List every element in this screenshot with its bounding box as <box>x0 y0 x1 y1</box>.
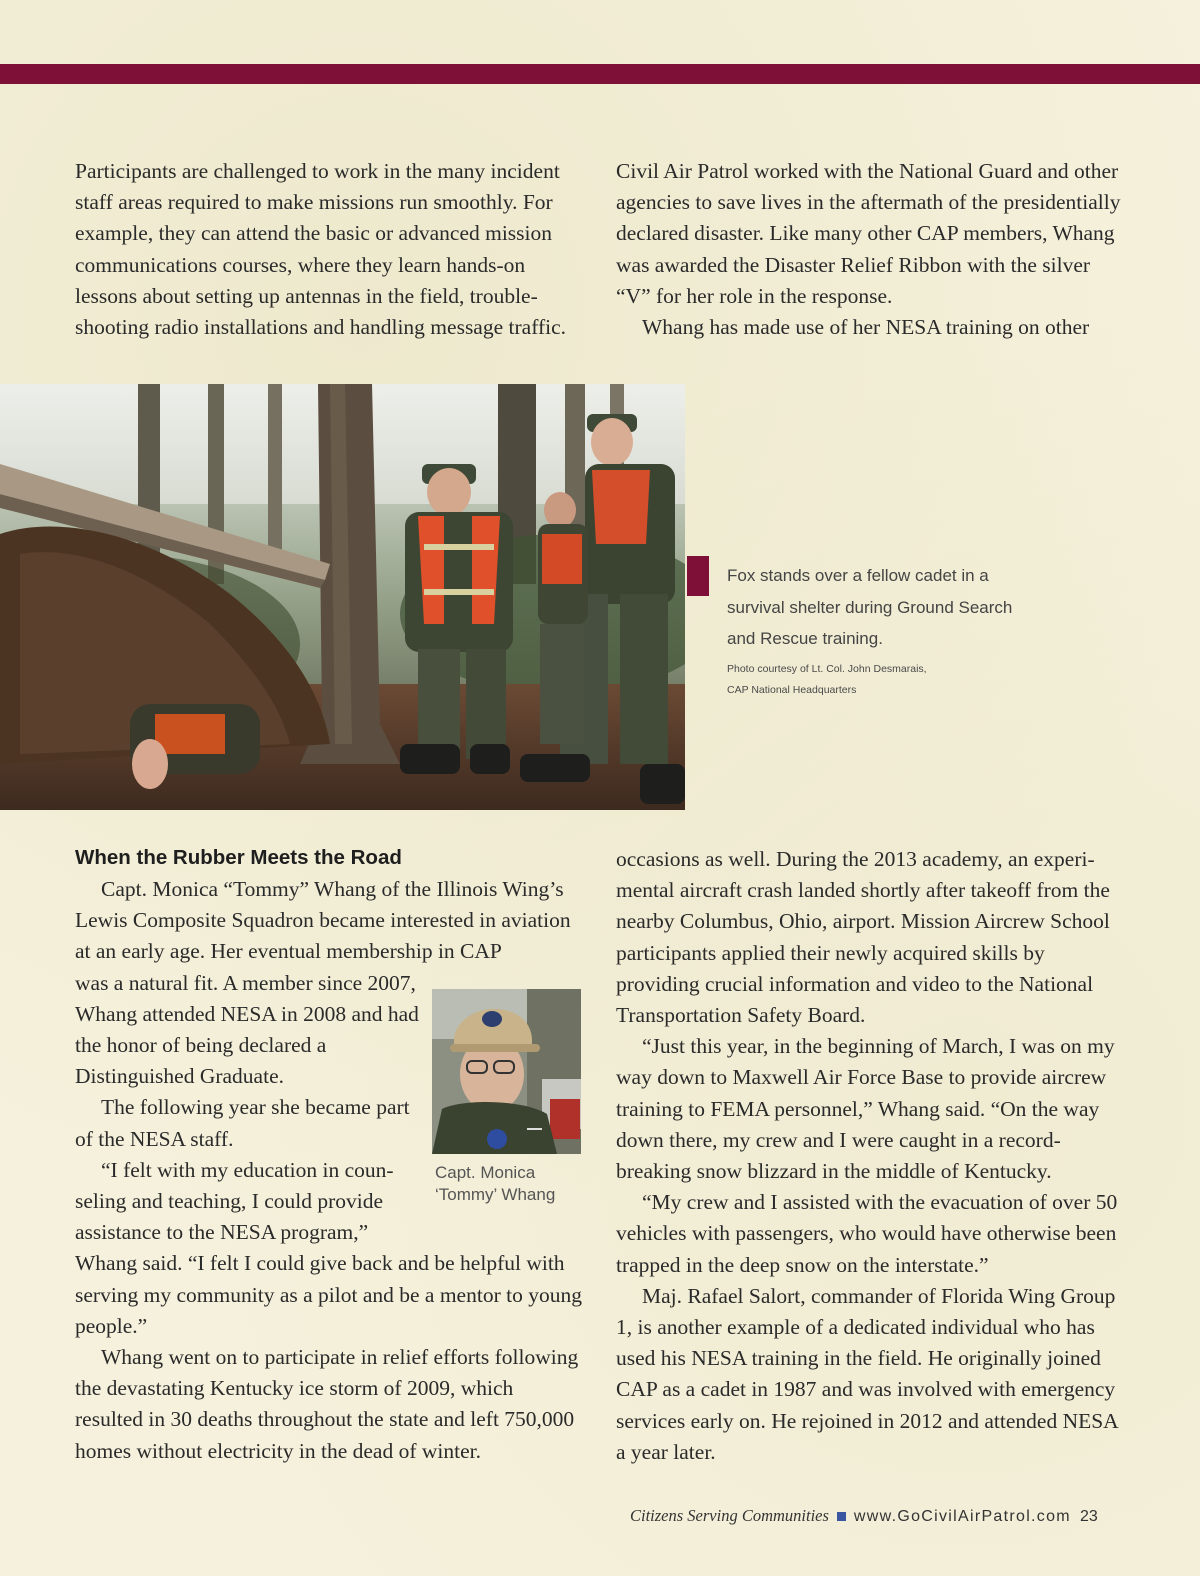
paragraph: Whang said. “I felt I could give back and be helpful with serving my community as a pilot and be a mentor to young people.” <box>75 1251 582 1338</box>
caption-marker <box>687 556 709 596</box>
column-left-top <box>75 156 580 343</box>
photo-credit-line2: CAP National Headquarters <box>727 683 857 696</box>
page-footer <box>630 1506 1130 1526</box>
page-number: 23 <box>1079 1508 1098 1525</box>
photo-credit <box>727 659 1027 701</box>
paragraph: Participants are challenged to work in the many incident staff areas required to make missions run smoothly. For example, they can attend the basic or advanced mission communications courses, where they learn hands-on lessons about setting up antennas in the field, troubleshooting radio installations and handling message traffic. <box>75 159 567 340</box>
photo-caption <box>727 560 1027 701</box>
photo-credit-line1: Photo courtesy of Lt. Col. John Desmarais, <box>727 662 927 675</box>
portrait-photo <box>432 989 581 1154</box>
paragraph: Capt. Monica “Tommy” Whang of the Illinois Wing’s Lewis Composite Squadron became interested in aviation at an early age. Her eventual membership in CAP <box>75 877 571 964</box>
paragraph: was a natural fit. A member since 2007, Whang attended NESA in 2008 and had the honor of being declared a Distinguished Graduate. <box>75 970 419 1089</box>
training-photo <box>0 384 685 810</box>
paragraph: “I felt with my education in counseling and teaching, I could provide assistance to the NESA program,” <box>75 1157 394 1245</box>
footer-url[interactable]: www.GoCivilAirPatrol.com <box>853 1508 1071 1525</box>
caption-text: Fox stands over a fellow cadet in a survival shelter during Ground Search and Rescue training. <box>727 566 1013 648</box>
footer-slogan: Citizens Serving Communities <box>630 1506 829 1525</box>
column-right-top <box>616 156 1121 343</box>
column-right-bottom <box>616 844 1126 1468</box>
paragraph: occasions as well. During the 2013 academy, an experimental aircraft crash landed shortly after takeoff from the nearby Columbus, Ohio, airport. Mission Aircrew School participants applied their newly acquired skills by providing crucial information and video to the National Transportation Safety Board. <box>616 847 1110 1028</box>
paragraph: Maj. Rafael Salort, commander of Florida Wing Group 1, is another example of a dedicated individual who has used his NESA training in the field. He originally joined CAP as a cadet in 1987 and was involved with emergency services early on. He rejoined in 2012 and attended NESA a year later. <box>616 1283 1118 1464</box>
paragraph: “Just this year, in the beginning of March, I was on my way down to Maxwell Air Force Base to provide aircrew training to FEMA personnel,” Whang said. “On the way down there, my crew and I were caught in a record-breaking snow blizzard in the middle of Kentucky. <box>616 1034 1115 1184</box>
paragraph: Whang went on to participate in relief efforts following the devastating Kentucky ice storm of 2009, which resulted in 30 deaths throughout the state and left 750,000 homes without electricity in the dead of winter. <box>75 1345 579 1463</box>
square-bullet-icon <box>837 1512 846 1521</box>
portrait-caption: Capt. Monica ‘Tommy’ Whang <box>435 1163 556 1204</box>
section-heading: When the Rubber Meets the Road <box>75 846 402 869</box>
paragraph: The following year she became part of the NESA staff. <box>75 1095 410 1151</box>
top-accent-bar <box>0 64 1200 84</box>
paragraph: Civil Air Patrol worked with the National Guard and other agencies to save lives in the aftermath of the presidentially declared disaster. Like many other CAP members, Whang was awarded the Disaster Relief Ribbon with the silver “V” for her role in the response. <box>616 159 1121 308</box>
paragraph: “My crew and I assisted with the evacuation of over 50 vehicles with passengers, who would have otherwise been trapped in the deep snow on the interstate.” <box>616 1190 1118 1277</box>
paragraph: Whang has made use of her NESA training on other <box>642 315 1090 340</box>
